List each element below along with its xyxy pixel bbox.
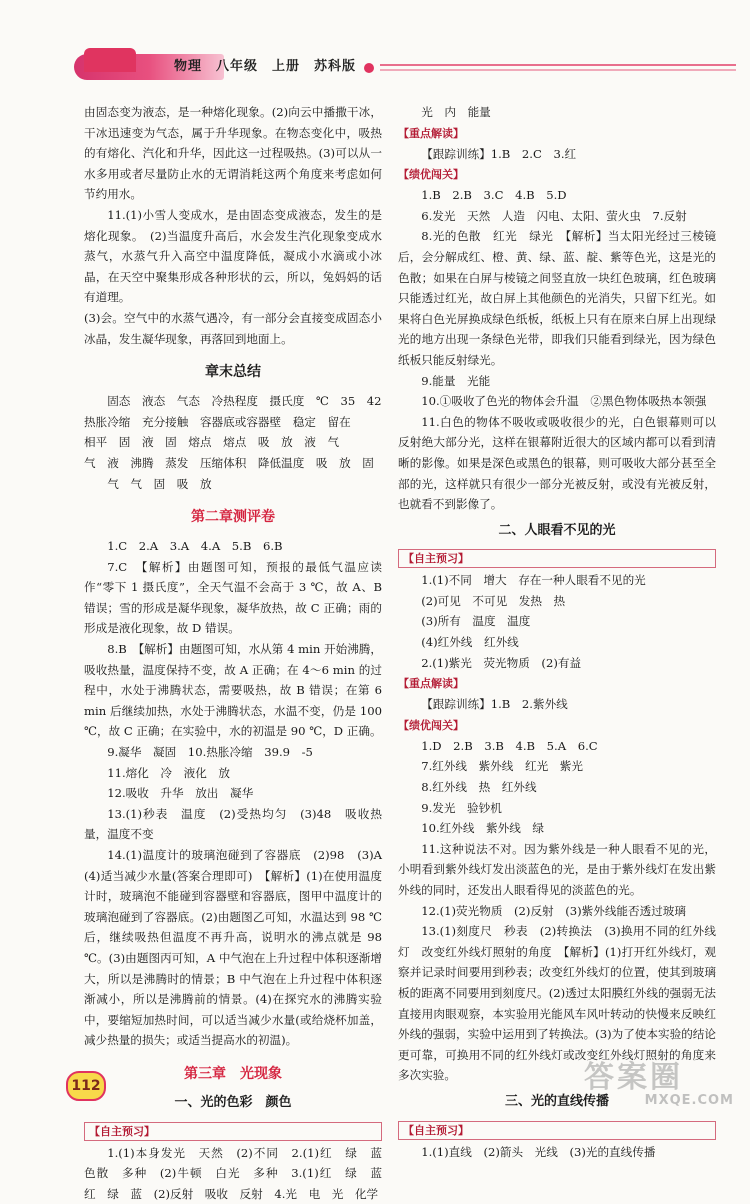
answer-paragraph: 10.①吸收了色光的物体会升温 ②黑色物体吸热本领强	[421, 394, 707, 409]
summary-row: 相平 固 液 固 熔点 熔点 吸 放 液 气	[84, 435, 340, 450]
chapter3-heading: 第三章 光现象	[184, 1065, 282, 1082]
answer-line: (4)红外线 红外线	[421, 635, 519, 650]
answer-line: 【跟踪训练】1.B 2.C 3.红	[421, 146, 577, 161]
answer-line: 11.熔化 冷 液化 放	[107, 765, 230, 780]
right-column	[398, 102, 716, 1162]
answer-line: 光 内 能量	[421, 105, 491, 119]
section-heading: 一、光的色彩 颜色	[174, 1094, 292, 1110]
answer-paragraph: 1.(1)本身发光 天然 (2)不同 2.(1)红 绿 蓝 色散 多种 (2)牛顿 白光 多种 3.(1)红 绿 蓝 红 绿 蓝 (2)反射 吸收 反射 4.光 电 光 化学	[84, 1145, 394, 1201]
summary-row: 气 气 固 吸 放	[84, 476, 212, 491]
watermark-url: MXQE.COM	[644, 1093, 734, 1108]
answer-line: 1.(1)不同 增大 存在一种人眼看不见的光	[421, 573, 646, 588]
answer-line: 1.(1)直线 (2)箭头 光线 (3)光的直线传播	[421, 1144, 656, 1159]
answer-paragraph: 8.B 【解析】由题图可知，水从第 4 min 开始沸腾，吸收热量，温度保持不变，故 A 正确；在 4～6 min 的过程中，水处于沸腾状态，需要吸热，故 B 错误；在第 6 min 后继续加热，水处于沸腾状态，水温不变，仍是 100 ℃，故 C 正确；在实验中，水的初温是 90 ℃，D 正确。	[84, 642, 382, 739]
answer-line: (3)所有 温度 温度	[421, 614, 531, 629]
section-heading: 三、光的直线传播	[504, 1093, 609, 1109]
answer-line: 7.红外线 紫外线 红光 紫光	[421, 759, 583, 774]
watermark	[584, 1062, 734, 1110]
answer-line: 12.吸收 升华 放出 凝华	[107, 786, 254, 801]
answer-line: 1.B 2.B 3.C 4.B 5.D	[421, 188, 567, 203]
preview-tag: 【自主预习】	[84, 1122, 382, 1141]
summary-row: 热胀冷缩 充分接触 容器底或容器壁 稳定 留在	[84, 414, 351, 429]
answer-paragraph: 11.(1)小雪人变成水，是由固态变成液态，发生的是熔化现象。 (2)当温度升高后，水会发生汽化现象变成水蒸气，水蒸气升入高空中温度降低，凝成小水滴或小冰晶，在天空中聚集形成各种形状的云，所以，兔妈妈的话有道理。	[84, 207, 382, 305]
summary-heading: 章末总结	[205, 364, 261, 381]
answer-line: 6.发光 天然 人造 闪电、太阳、萤火虫 7.反射	[421, 208, 687, 223]
answer-line: 1.C 2.A 3.A 4.A 5.B 6.B	[107, 539, 283, 554]
answer-paragraph: 13.(1)秒表 温度 (2)受热均匀 (3)48 吸收热量，温度不变	[84, 806, 382, 842]
key-points-tag: 【重点解读】	[398, 126, 464, 140]
answer-paragraph: 14.(1)温度计的玻璃泡碰到了容器底 (2)98 (3)A (4)适当减少水量(答案合理即可) 【解析】(1)在使用温度计时，玻璃泡不能碰到容器壁和容器底，图甲中温度计的玻璃泡碰到了容器底。(2)由题图乙可知，水温达到 98 ℃后，继续吸热但温度不再升高，说明水的沸点就是 98 ℃。(3)由题图丙可知，A 中气泡在上升过程中体积逐渐增大，所以是沸腾时的情景；B 中气泡在上升过程中体积逐渐减小，所以是沸腾前的情景。(4)在探究水的沸腾实验中，要缩短加热时间，可以适当减少水量(或给烧杯加盖，减少热量的损失；或适当提高水的初温)。	[84, 848, 394, 1048]
page-number-badge: 112	[66, 1071, 106, 1101]
header-rule-thin	[380, 69, 736, 71]
answer-paragraph: 13.(1)刻度尺 秒表 (2)转换法 (3)换用不同的红外线灯 改变红外线灯照射的角度 【解析】(1)打开红外线灯，观察并记录时间要用到秒表；改变红外线灯的位置，使其到玻璃板的距离不同要用到刻度尺。(2)透过太阳膜红外线的强弱无法直接用肉眼观察，本实验用光能风车风叶转动的快慢来反映红外线的强弱，实验中运用到了转换法。(3)为了使本实验的结论更可靠，可换用不同的红外线灯或改变红外线灯照射的角度来多次实验。	[398, 924, 716, 1083]
answer-line: 8.红外线 热 红外线	[421, 780, 537, 795]
answer-paragraph: (3)会。空气中的水蒸气遇冷，有一部分会直接变成固态小冰晶，发生凝华现象，再落回到地面上。	[84, 310, 382, 346]
answer-line: 1.D 2.B 3.B 4.B 5.A 6.C	[421, 738, 598, 753]
summary-row: 固态 液态 气态 冷热程度 摄氏度 ℃ 35 42	[107, 394, 382, 409]
watermark-logo: 答案圈	[584, 1060, 683, 1095]
preview-tag: 【自主预习】	[398, 549, 716, 568]
answer-line: 9.能量 光能	[421, 373, 491, 388]
answer-paragraph: 7.C 【解析】由题图可知，预报的最低气温应读作“零下 1 摄氏度”，全天气温不会高于 3 ℃，故 A、B 错误；雪的形成是凝华现象，凝华放热，故 C 正确；雨的形成是液化现象，故 D 错误。	[84, 559, 382, 636]
section-heading: 二、人眼看不见的光	[498, 522, 616, 538]
answer-line: 【跟踪训练】1.B 2.紫外线	[421, 697, 568, 712]
answer-line: 9.发光 验钞机	[421, 800, 502, 815]
header-dot	[364, 63, 374, 73]
answer-line: 9.凝华 凝固 10.热胀冷缩 39.9 -5	[107, 745, 313, 760]
page-header	[64, 50, 750, 86]
key-points-tag: 【重点解读】	[398, 677, 464, 691]
answer-line: 10.红外线 紫外线 绿	[421, 821, 544, 836]
left-column	[84, 102, 394, 1204]
answer-paragraph: 8.光的色散 红光 绿光 【解析】当太阳光经过三棱镜后，会分解成红、橙、黄、绿、蓝、靛、紫等色光，这是光的色散；如果在白屏与棱镜之间竖直放一块红色玻璃，红色玻璃只能透过红光，故白屏上其他颜色的光消失，只留下红光。如果将白色光屏换成绿色纸板，纸板上只有在原来白屏上出现绿光的地方出现一条绿色光带，即我们只能看到绿光，因为绿色纸板只能反射绿光。	[398, 229, 716, 367]
answer-line: (2)可见 不可见 发热 热	[421, 593, 566, 608]
summary-row: 气 液 沸腾 蒸发 压缩体积 降低温度 吸 放 固	[84, 455, 374, 470]
answer-paragraph: 11.这种说法不对。因为紫外线是一种人眼看不见的光，小明看到紫外线灯发出淡蓝色的光，是由于紫外线灯在发出紫外线的同时，还发出人眼看得见的淡蓝色的光。	[398, 841, 716, 897]
excellence-tag: 【绩优闯关】	[398, 168, 464, 182]
answer-paragraph: 由固态变为液态，是一种熔化现象。(2)向云中播撒干冰，干冰迅速变为气态，属于升华现象。在物态变化中，吸热的有熔化、汽化和升华，因此这一过程吸热。(3)可以从一水多用或者尽量防止水的无谓消耗这两个角度来考虑如何节约用水。	[84, 105, 382, 202]
chapter2-test-heading: 第二章测评卷	[191, 509, 275, 526]
answer-line: 12.(1)荧光物质 (2)反射 (3)紫外线能否透过玻璃	[421, 903, 686, 918]
answer-line: 2.(1)紫光 荧光物质 (2)有益	[421, 655, 582, 670]
preview-tag: 【自主预习】	[398, 1121, 716, 1140]
answer-paragraph: 11.白色的物体不吸收或吸收很少的光，白色银幕则可以反射绝大部分光，这样在银幕附近很大的区域内都可以看到清晰的影像。如果是深色或黑色的银幕，则可吸收大部分甚至全部的光，这样就只有很少一部分光被反射，或没有光被反射，也就看不到影像了。	[398, 414, 716, 512]
header-rule	[380, 64, 736, 66]
excellence-tag: 【绩优闯关】	[398, 718, 464, 732]
header-title: 物理 八年级 上册 苏科版	[174, 59, 357, 74]
